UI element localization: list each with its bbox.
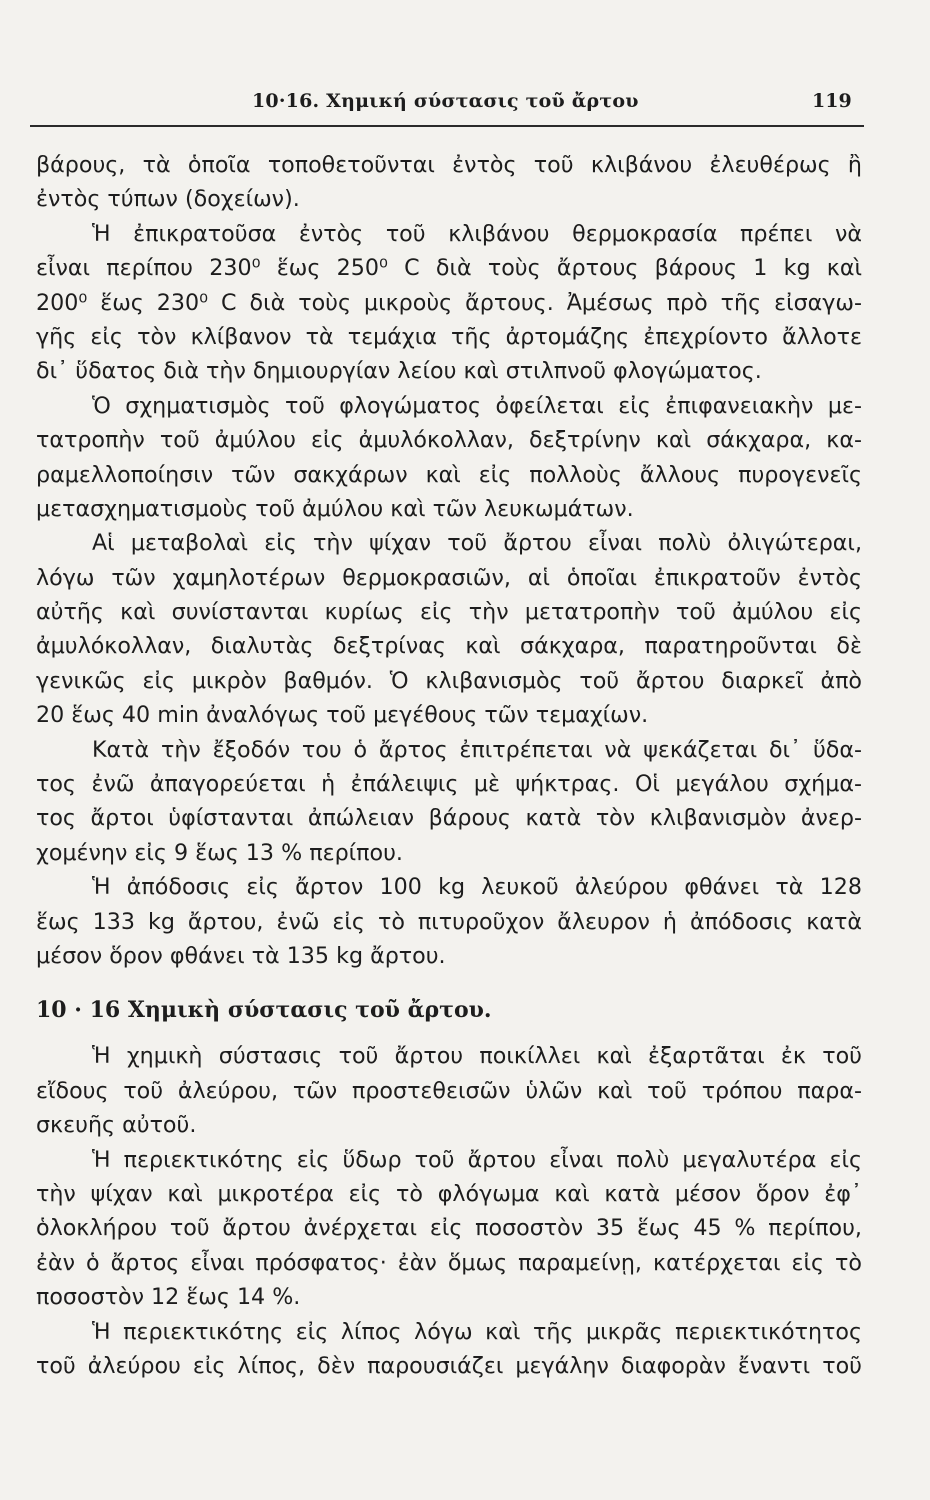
text-line: εἶναι περίπου 230⁰ ἕως 250⁰ C διὰ τοὺς ἄρτους βάρους 1 kg καὶ bbox=[36, 255, 862, 282]
text-line: γῆς εἰς τὸν κλίβανον τὰ τεμάχια τῆς ἀρτομάζης ἐπεχρίοντο ἄλλοτε bbox=[36, 323, 862, 350]
text-line: αὐτῆς καὶ συνίστανται κυρίως εἰς τὴν μετατροπὴν τοῦ ἀμύλου εἰς bbox=[36, 599, 862, 626]
text-line: χομένην εἰς 9 ἕως 13 % περίπου. bbox=[36, 839, 403, 866]
text-line: Ἡ περιεκτικότης εἰς ὕδωρ τοῦ ἄρτου εἶναι πολὺ μεγαλυτέρα εἰς bbox=[92, 1146, 862, 1173]
text-line: ἀμυλόκολλαν, διαλυτὰς δεξτρίνας καὶ σάκχαρα, παρατηροῦνται δὲ bbox=[36, 633, 862, 660]
text-line: εἴδους τοῦ ἀλεύρου, τῶν προστεθεισῶν ὑλῶν καὶ τοῦ τρόπου παρα- bbox=[36, 1077, 862, 1104]
text-line: ἐντὸς τύπων (δοχείων). bbox=[36, 186, 300, 213]
text-line: τος ἄρτοι ὑφίστανται ἀπώλειαν βάρους κατὰ τὸν κλιβανισμὸν ἀνερ- bbox=[36, 805, 862, 832]
text-line: ὁλοκλήρου τοῦ ἄρτου ἀνέρχεται εἰς ποσοστὸν 35 ἕως 45 % περίπου, bbox=[36, 1215, 862, 1242]
text-line: Ὁ σχηματισμὸς τοῦ φλογώματος ὀφείλεται εἰς ἐπιφανειακὴν με- bbox=[92, 392, 862, 419]
text-line: βάρους, τὰ ὁποῖα τοποθετοῦνται ἐντὸς τοῦ κλιβάνου ἐλευθέρως ἢ bbox=[36, 152, 862, 178]
text-line: τος ἐνῶ ἀπαγορεύεται ἡ ἐπάλειψις μὲ ψήκτρας. Οἱ μεγάλου σχήμα- bbox=[36, 771, 862, 798]
text-line: λόγω τῶν χαμηλοτέρων θερμοκρασιῶν, αἱ ὁποῖαι ἐπικρατοῦν ἐντὸς bbox=[36, 564, 862, 591]
section-heading: 10 · 16 Χημικὴ σύστασις τοῦ ἄρτου. bbox=[36, 997, 492, 1024]
text-line: Κατὰ τὴν ἔξοδόν του ὁ ἄρτος ἐπιτρέπεται νὰ ψεκάζεται δι᾿ ὕδα- bbox=[92, 736, 862, 763]
text-line: δι᾿ ὕδατος διὰ τὴν δημιουργίαν λείου καὶ στιλπνοῦ φλογώματος. bbox=[36, 358, 762, 385]
text-line: Ἡ περιεκτικότης εἰς λίπος λόγω καὶ τῆς μικρᾶς περιεκτικότητος bbox=[92, 1318, 862, 1345]
text-line: τοῦ ἀλεύρου εἰς λίπος, δὲν παρουσιάζει μεγάλην διαφορὰν ἔναντι τοῦ bbox=[36, 1352, 862, 1379]
text-line: ἐὰν ὁ ἄρτος εἶναι πρόσφατος· ἐὰν ὅμως παραμείνῃ, κατέρχεται εἰς τὸ bbox=[36, 1249, 862, 1276]
text-line: ποσοστὸν 12 ἕως 14 %. bbox=[36, 1284, 301, 1311]
text-line: σκευῆς αὐτοῦ. bbox=[36, 1112, 197, 1139]
text-line: Ἡ ἐπικρατοῦσα ἐντὸς τοῦ κλιβάνου θερμοκρασία πρέπει νὰ bbox=[92, 220, 862, 247]
text-line: τατροπὴν τοῦ ἀμύλου εἰς ἀμυλόκολλαν, δεξτρίνην καὶ σάκχαρα, κα- bbox=[36, 427, 862, 454]
text-line: Ἡ χημικὴ σύστασις τοῦ ἄρτου ποικίλλει καὶ ἐξαρτᾶται ἐκ τοῦ bbox=[92, 1043, 862, 1070]
running-title: 10·16. Χημική σύστασις τοῦ ἄρτου bbox=[252, 90, 639, 112]
text-line: μέσον ὅρον φθάνει τὰ 135 kg ἄρτου. bbox=[36, 942, 446, 969]
text-line: γενικῶς εἰς μικρὸν βαθμόν. Ὁ κλιβανισμὸς τοῦ ἄρτου διαρκεῖ ἀπὸ bbox=[36, 667, 862, 694]
page-number: 119 bbox=[812, 90, 852, 112]
text-line: τὴν ψίχαν καὶ μικροτέρα εἰς τὸ φλόγωμα καὶ κατὰ μέσον ὅρον ἐφ᾿ bbox=[36, 1180, 862, 1207]
text-line: ἕως 133 kg ἄρτου, ἐνῶ εἰς τὸ πιτυροῦχον ἄλευρον ἡ ἀπόδοσις κατὰ bbox=[36, 908, 862, 935]
running-header bbox=[0, 88, 930, 122]
body-text bbox=[36, 148, 862, 1383]
header-rule bbox=[30, 125, 864, 127]
text-line: 200⁰ ἕως 230⁰ C διὰ τοὺς μικροὺς ἄρτους. Ἀμέσως πρὸ τῆς εἰσαγω- bbox=[36, 289, 862, 316]
text-line: ραμελλοποίησιν τῶν σακχάρων καὶ εἰς πολλοὺς ἄλλους πυρογενεῖς bbox=[36, 461, 862, 488]
text-line: μετασχηματισμοὺς τοῦ ἀμύλου καὶ τῶν λευκωμάτων. bbox=[36, 495, 634, 522]
text-line: Αἱ μεταβολαὶ εἰς τὴν ψίχαν τοῦ ἄρτου εἶναι πολὺ ὀλιγώτεραι, bbox=[92, 530, 862, 557]
text-line: Ἡ ἀπόδοσις εἰς ἄρτον 100 kg λευκοῦ ἀλεύρου φθάνει τὰ 128 bbox=[92, 874, 862, 901]
text-line: 20 ἕως 40 min ἀναλόγως τοῦ μεγέθους τῶν τεμαχίων. bbox=[36, 702, 649, 729]
